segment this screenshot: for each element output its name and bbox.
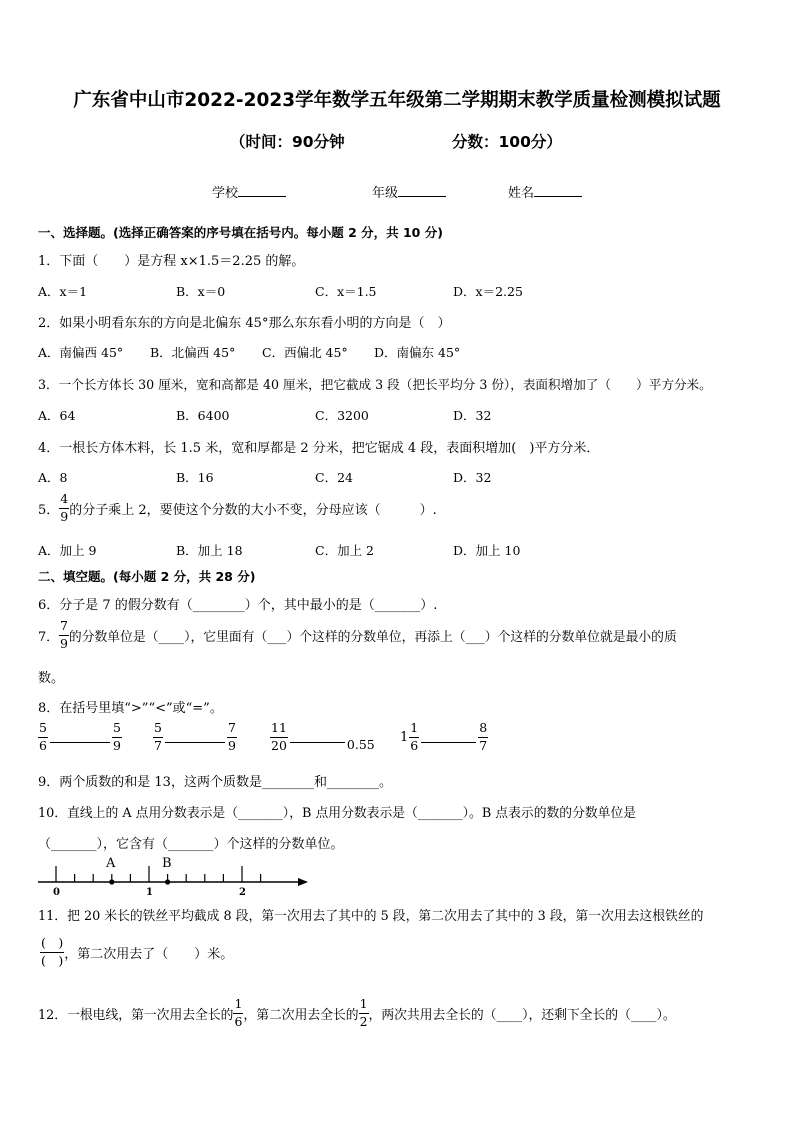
q7-number: 7．: [38, 629, 59, 645]
question-9: 9．两个质数的和是 13，这两个质数是________和________。: [38, 775, 392, 790]
q12-part1: 12．一根电线，第一次用去全长的: [38, 1007, 234, 1023]
q8-p2-right: $\frac{7}{9}$: [227, 720, 236, 753]
point-a-label: A: [106, 856, 116, 871]
section-1-heading: 一、选择题。(选择正确答案的序号填在括号内。每小题 2 分，共 10 分): [38, 225, 443, 240]
q11-text2: ，第二次用去了（ ）米。: [64, 946, 234, 962]
q5-fraction: $\frac{4}{9}$: [60, 491, 69, 524]
question-1: 1．下面（ ）是方程 x×1.5＝2.25 的解。: [38, 254, 305, 269]
tick-label-0: 0: [53, 887, 60, 898]
q8-p1-right: $\frac{5}{9}$: [112, 720, 121, 753]
q7-text: 的分数单位是（____），它里面有（___）个这样的分数单位，再添上（___）个这样的分数单位就是最小的质: [68, 629, 677, 645]
number-line-arrow: [298, 878, 308, 886]
q3-option-a[interactable]: A．64: [38, 408, 76, 423]
grade-blank[interactable]: [398, 184, 446, 197]
q12-fraction-2: $\frac{1}{2}$: [359, 996, 368, 1029]
point-b-label: B: [162, 856, 172, 871]
q4-option-b[interactable]: B．16: [176, 470, 214, 485]
question-2: 2．如果小明看东东的方向是北偏东 45°那么东东看小明的方向是（ ）: [38, 316, 451, 331]
q5-number: 5．: [38, 502, 60, 518]
q5-option-c[interactable]: C．加上 2: [315, 543, 374, 558]
q7-fraction: $\frac{7}{9}$: [59, 618, 68, 651]
q8-p3-left: $\frac{11}{20}$: [271, 720, 287, 753]
tick-label-2: 2: [239, 887, 246, 898]
q8-pair-4: [400, 722, 488, 752]
question-8: 8．在括号里填“>”“<”或“=”。: [38, 701, 223, 716]
question-7: [38, 620, 677, 650]
question-5: [38, 493, 437, 523]
question-12: [38, 998, 676, 1028]
q8-p1-left: $\frac{5}{6}$: [39, 720, 47, 753]
point-b: [165, 879, 170, 884]
q1-option-d[interactable]: D．x＝2.25: [453, 284, 523, 299]
q8-p2-blank[interactable]: [165, 742, 225, 743]
number-line-ticks: [56, 866, 261, 882]
q4-option-d[interactable]: D．32: [453, 470, 492, 485]
q8-p2-left: $\frac{5}{7}$: [154, 720, 162, 753]
q3-option-b[interactable]: B．6400: [176, 408, 230, 423]
q1-option-b[interactable]: B．x＝0: [176, 284, 226, 299]
q5-option-b[interactable]: B．加上 18: [176, 543, 243, 558]
question-4: 4．一根长方体木料，长 1.5 米，宽和厚都是 2 分米，把它锯成 4 段，表面积增加( )平方分米．: [38, 441, 600, 456]
q2-option-d[interactable]: D．南偏东 45°: [374, 345, 461, 360]
q5-option-d[interactable]: D．加上 10: [453, 543, 521, 558]
q8-p3-right: 0.55: [346, 736, 375, 752]
question-11: 11．把 20 米长的铁丝平均截成 8 段，第一次用去了其中的 5 段，第二次用去了其中的 3 段，第一次用去这根铁丝的: [38, 909, 704, 924]
q12-part3: ，两次共用去全长的（____），还剩下全长的（____）。: [368, 1007, 676, 1023]
grade-label: 年级: [372, 186, 399, 201]
name-field[interactable]: [508, 182, 582, 201]
question-10-cont: （_______），它含有（_______）个这样的分数单位。: [38, 837, 344, 852]
q2-option-c[interactable]: C．西偏北 45°: [262, 345, 348, 360]
q8-p4-blank[interactable]: [421, 742, 476, 743]
name-blank[interactable]: [534, 184, 582, 197]
page-title: 广东省中山市2022-2023学年数学五年级第二学期期末教学质量检测模拟试题: [73, 90, 721, 111]
school-label: 学校: [212, 186, 239, 201]
point-a: [109, 879, 114, 884]
number-line: [36, 852, 316, 900]
section-2-heading: 二、填空题。(每小题 2 分，共 28 分): [38, 569, 256, 584]
tick-label-1: 1: [146, 887, 153, 898]
q3-option-d[interactable]: D．32: [453, 408, 492, 423]
q12-part2: ，第二次用去全长的: [243, 1007, 359, 1023]
question-11-cont: [40, 937, 233, 967]
q4-option-c[interactable]: C．24: [315, 470, 353, 485]
q1-option-a[interactable]: A．x＝1: [38, 284, 88, 299]
exam-score: 分数：100分）: [452, 133, 562, 151]
name-label: 姓名: [508, 186, 535, 201]
q8-p1-blank[interactable]: [50, 742, 110, 743]
q8-pair-1: [38, 722, 122, 752]
q11-fraction-blank[interactable]: $\frac{( )}{( )}$: [41, 935, 64, 968]
q8-pair-2: [153, 722, 237, 752]
q8-p4-right: $\frac{8}{7}$: [479, 720, 488, 753]
q5-option-a[interactable]: A．加上 9: [38, 543, 97, 558]
school-field[interactable]: [212, 182, 286, 201]
q2-option-a[interactable]: A．南偏西 45°: [38, 345, 124, 360]
q8-p3-blank[interactable]: [290, 742, 345, 743]
grade-field[interactable]: [372, 182, 446, 201]
question-6: 6．分子是 7 的假分数有（________）个，其中最小的是（_______）.: [38, 598, 438, 613]
q12-fraction-1: $\frac{1}{6}$: [234, 996, 243, 1029]
q8-p4-whole: 1: [400, 729, 409, 745]
q4-option-a[interactable]: A．8: [38, 470, 68, 485]
question-3: 3．一个长方体长 30 厘米，宽和高都是 40 厘米，把它截成 3 段（把长平均分 3 份），表面积增加了（ ）平方分米。: [38, 377, 712, 392]
exam-time: （时间：90分钟: [230, 133, 345, 151]
q1-option-c[interactable]: C．x＝1.5: [315, 284, 377, 299]
q8-pair-3: [270, 722, 375, 752]
school-blank[interactable]: [238, 184, 286, 197]
q3-option-c[interactable]: C．3200: [315, 408, 369, 423]
q5-text: 的分子乘上 2，要使这个分数的大小不变，分母应该（ ）.: [69, 502, 437, 518]
question-10: 10．直线上的 A 点用分数表示是（_______），B 点用分数表示是（_______）。B 点表示的数的分数单位是: [38, 806, 637, 821]
question-7-cont: 数。: [38, 671, 65, 686]
q8-p4-left: $\frac{1}{6}$: [410, 720, 419, 753]
q2-option-b[interactable]: B．北偏西 45°: [150, 345, 236, 360]
